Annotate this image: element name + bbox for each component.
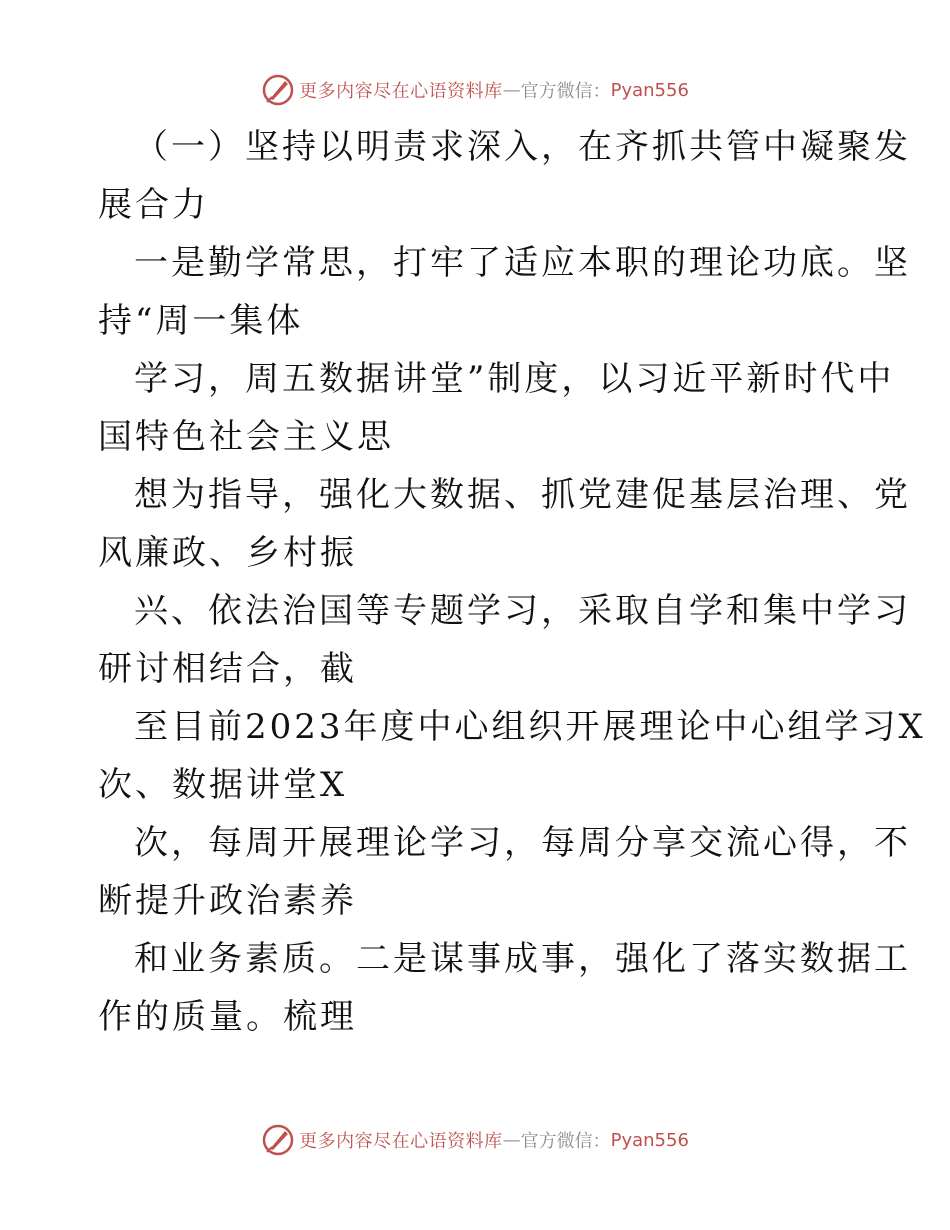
watermark-dash: — [502, 79, 521, 101]
watermark-wechat-id: Pyan556 [610, 1129, 689, 1151]
body-line: 次，每周开展理论学习，每周分享交流心得，不 [134, 823, 911, 863]
watermark-site-text: 更多内容尽在心语资料库 [299, 1131, 503, 1152]
body-line: 一是勤学常思，打牢了适应本职的理论功底。坚 [134, 243, 911, 283]
body-line: 兴、依法治国等专题学习，采取自学和集中学习 [134, 591, 911, 631]
body-line: 学习，周五数据讲堂”制度，以习近平新时代中 [134, 359, 895, 399]
feather-pen-logo-icon [261, 1123, 295, 1157]
body-line: 次、数据讲堂X [98, 765, 348, 805]
document-body [98, 118, 926, 1046]
body-line: 国特色社会主义思 [98, 417, 394, 457]
body-line: 作的质量。梳理 [98, 997, 357, 1037]
watermark-official-label: 官方微信： [520, 81, 611, 102]
header-watermark [0, 70, 950, 110]
body-line: 展合力 [98, 185, 209, 225]
watermark-official-label: 官方微信： [520, 1131, 611, 1152]
body-line: 持“周一集体 [98, 301, 304, 341]
body-line: 断提升政治素养 [98, 881, 357, 921]
feather-pen-logo-icon [261, 73, 295, 107]
body-line: 研讨相结合，截 [98, 649, 357, 689]
body-line: 至目前2023年度中心组织开展理论中心组学习X [134, 707, 926, 747]
footer-watermark [0, 1120, 950, 1160]
body-line: 风廉政、乡村振 [98, 533, 357, 573]
body-line: （一）坚持以明责求深入，在齐抓共管中凝聚发 [134, 127, 911, 167]
body-line: 想为指导，强化大数据、抓党建促基层治理、党 [134, 475, 911, 515]
watermark-dash: — [502, 1129, 521, 1151]
body-line: 和业务素质。二是谋事成事，强化了落实数据工 [134, 939, 911, 979]
watermark-wechat-id: Pyan556 [610, 79, 689, 101]
watermark-site-text: 更多内容尽在心语资料库 [299, 81, 503, 102]
